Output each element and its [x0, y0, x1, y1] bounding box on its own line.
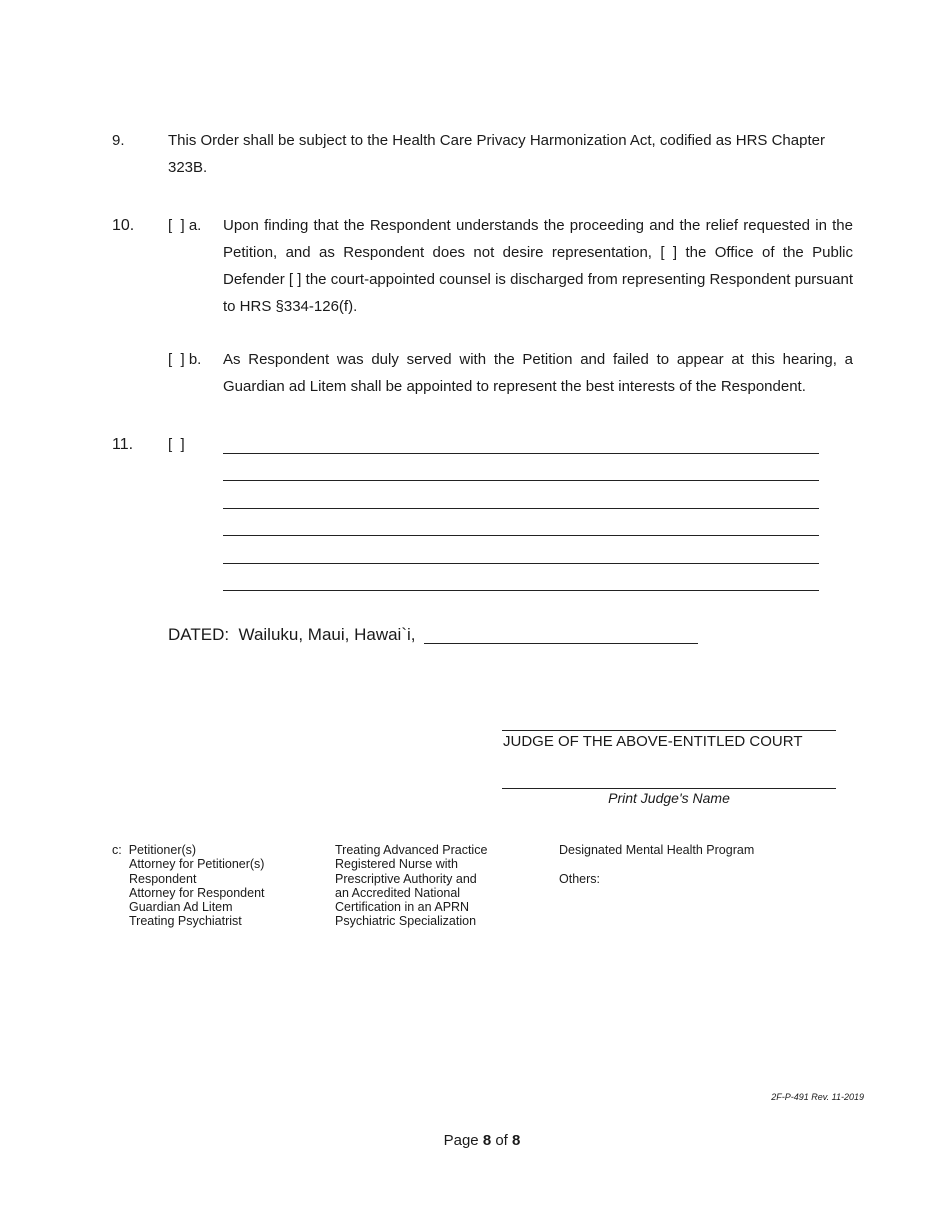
- blank-line[interactable]: [223, 509, 819, 537]
- item-10-number: 10.: [112, 217, 135, 234]
- dated-label: DATED: Wailuku, Maui, Hawai`i,: [168, 625, 416, 644]
- cc-item: Treating Psychiatrist: [129, 914, 242, 929]
- item-10a-text: Upon finding that the Respondent understands the proceeding and the relief requested in the Petition, and as Respondent does not desire representation, [ ] the Office of the Public Defender [ ] the court-appointed counsel is discharged from representing Respondent pursuant to HRS §334-126(f).: [223, 217, 853, 315]
- cc-item: c: Petitioner(s): [112, 843, 197, 857]
- page-total: 8: [512, 1132, 521, 1149]
- item-10a-checkbox[interactable]: [ ] a.: [168, 217, 202, 234]
- cc-item: an Accredited National: [335, 885, 461, 900]
- cc-prefix: c:: [112, 843, 122, 857]
- cc-item: Attorney for Petitioner(s): [129, 857, 265, 872]
- blank-line[interactable]: [223, 536, 819, 564]
- judge-signature-line[interactable]: [502, 730, 836, 731]
- blank-line[interactable]: [223, 564, 819, 592]
- cc-item: Psychiatric Specialization: [335, 914, 477, 929]
- item-11-blank-lines[interactable]: [223, 426, 819, 591]
- cc-item: Guardian Ad Litem: [129, 900, 233, 915]
- item-11-checkbox[interactable]: [ ]: [168, 436, 185, 453]
- page-current: 8: [482, 1132, 492, 1149]
- cc-item: Designated Mental Health Program: [559, 843, 755, 857]
- page-word: Page: [443, 1132, 479, 1149]
- cc-item: Certification in an APRN: [335, 900, 470, 915]
- cc-spacer: [559, 857, 754, 871]
- page-of: of: [495, 1132, 508, 1149]
- cc-item: Attorney for Respondent: [129, 885, 265, 900]
- print-judge-name-label: Print Judge's Name: [608, 790, 730, 806]
- item-10b-checkbox[interactable]: [ ] b.: [168, 351, 202, 368]
- date-blank-line[interactable]: [424, 643, 698, 644]
- item-9-text: This Order shall be subject to the Health Care Privacy Harmonization Act, codified as HRS Chapter 323B.: [168, 132, 825, 176]
- judge-title: JUDGE OF THE ABOVE-ENTITLED COURT: [503, 733, 803, 750]
- page-number: [0, 1131, 950, 1151]
- cc-column-2: [335, 843, 487, 929]
- item-10b-text: As Respondent was duly served with the Petition and failed to appear at this hearing, a Guardian ad Litem shall be appointed to represent the best interests of the Respondent.: [223, 351, 853, 395]
- item-11-number: 11.: [112, 436, 134, 453]
- cc-item: Others:: [559, 871, 600, 886]
- blank-line[interactable]: [223, 481, 819, 509]
- cc-column-3: [559, 843, 754, 886]
- cc-item: Registered Nurse with: [335, 857, 458, 872]
- blank-line[interactable]: [223, 454, 819, 482]
- cc-item: Respondent: [129, 871, 197, 886]
- blank-line[interactable]: [223, 426, 819, 454]
- form-number: 2F-P-491 Rev. 11-2019: [771, 1092, 864, 1102]
- cc-item: Treating Advanced Practice: [335, 843, 488, 857]
- cc-column-1: [112, 843, 265, 929]
- cc-item: Prescriptive Authority and: [335, 871, 477, 886]
- item-9-number: 9.: [112, 132, 125, 149]
